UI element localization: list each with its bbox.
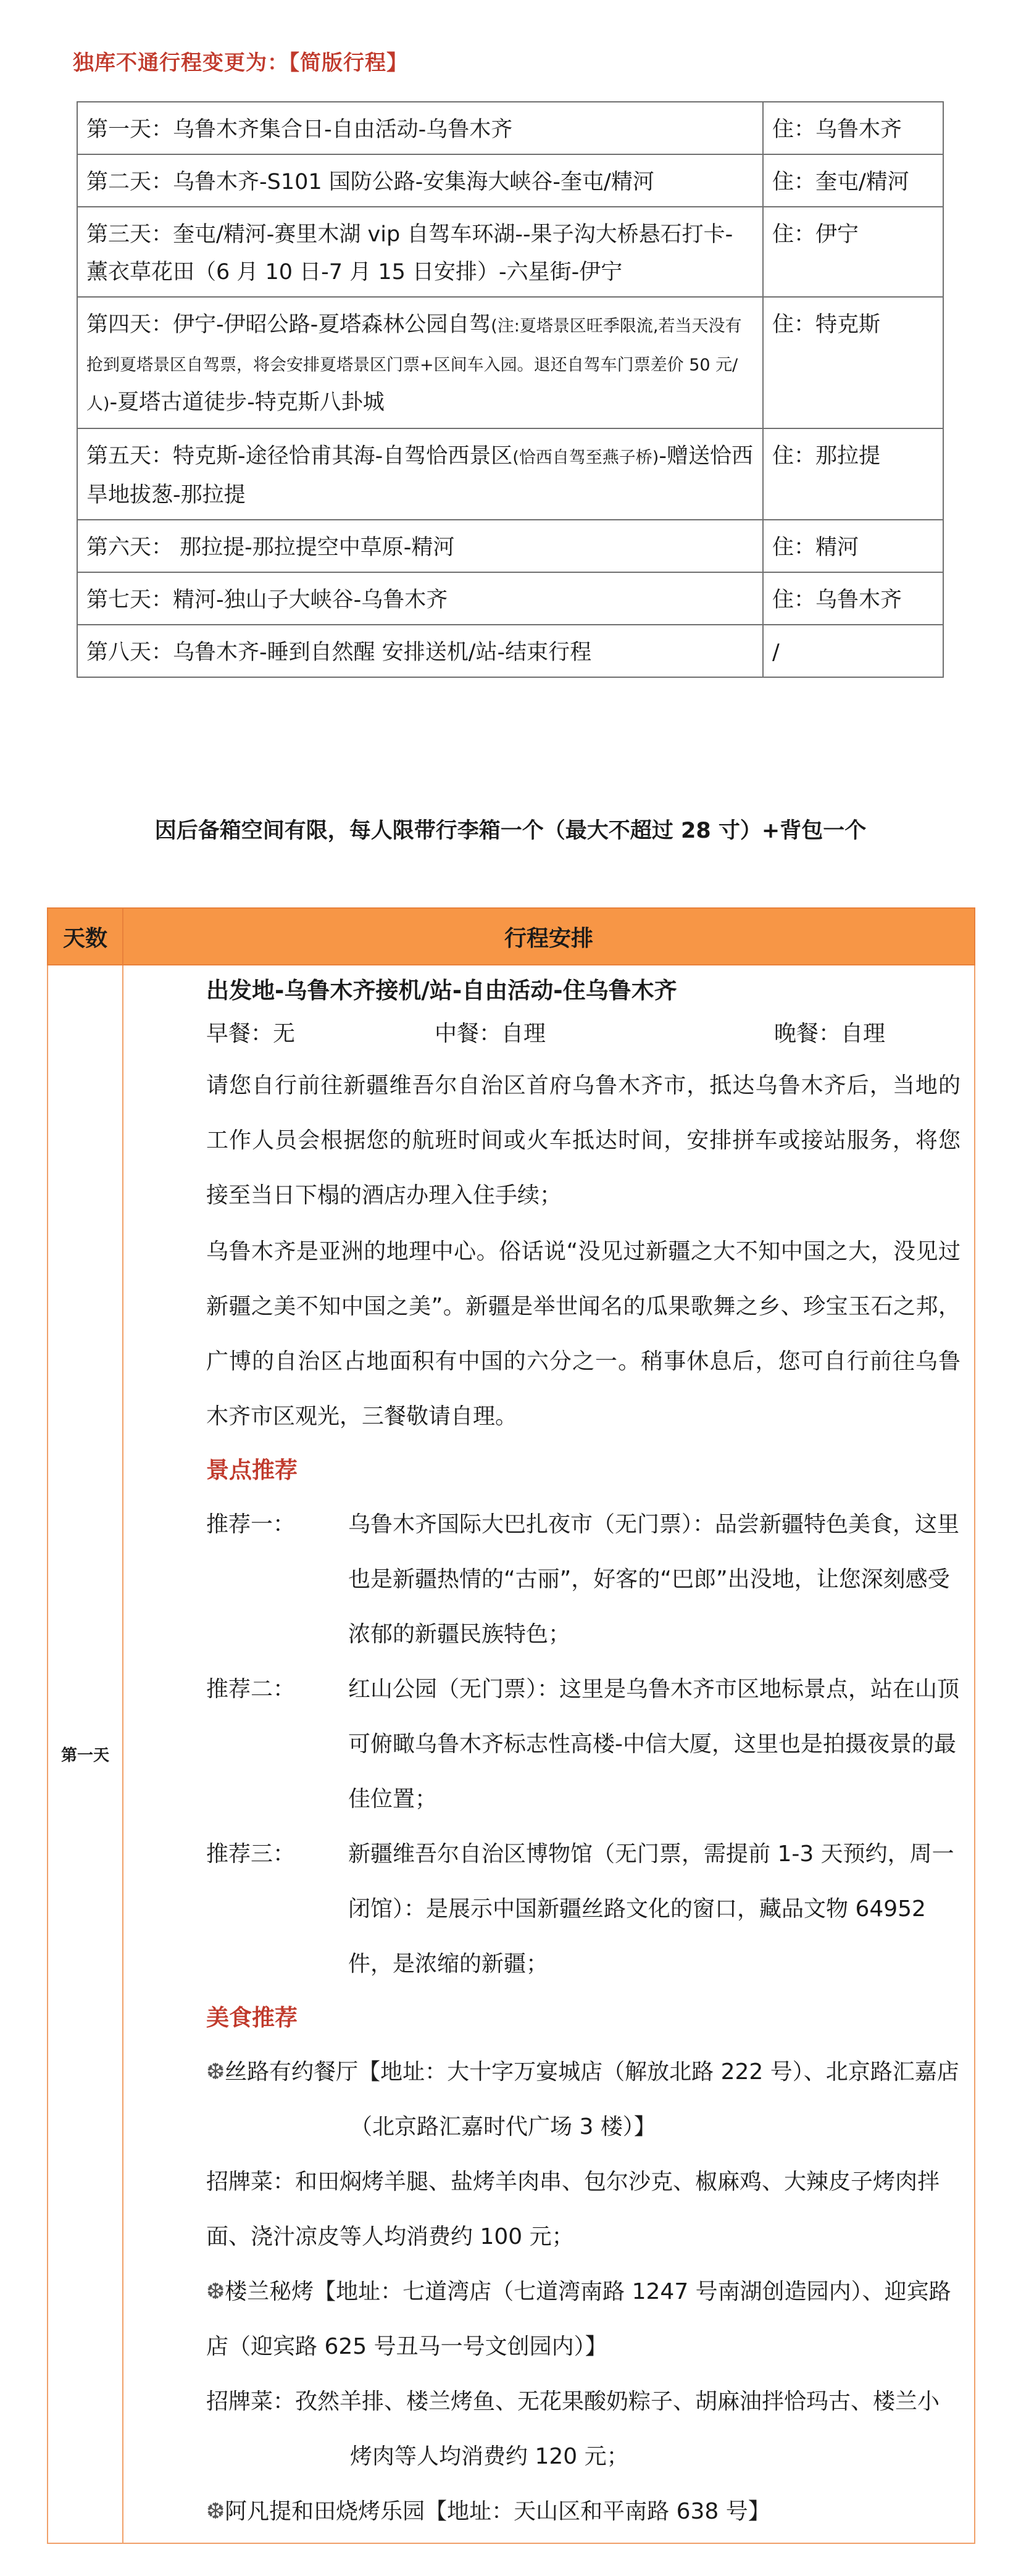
itinerary-route [77,297,763,428]
itinerary-route [77,625,763,677]
route-text: 第二天：乌鲁木齐-S101 国防公路-安集海大峡谷-奎屯/精河 [86,170,654,194]
itinerary-route [77,154,763,207]
itinerary-stay: 住：乌鲁木齐 [763,102,943,154]
itinerary-row [77,428,943,520]
spot-recommendation [206,1662,961,1827]
itinerary-row [77,154,943,207]
breakfast: 早餐：无 [206,1021,296,1046]
spot-recommendation [206,1497,961,1662]
day-1-content [123,965,975,2543]
day-1-row [48,965,975,2543]
itinerary-row [77,102,943,154]
route-text: 第三天：奎屯/精河-赛里木湖 vip 自驾车环湖--果子沟大桥悬石打卡-薰衣草花田（6 月 10 日-7 月 15 日安排）-六星街-伊宁 [86,222,733,285]
spots-heading: 景点推荐 [206,1457,298,1483]
baggage-notice: 因后备箱空间有限，每人限带行李箱一个（最大不超过 28 寸）+背包一个 [154,819,867,843]
spot-text: 新疆维吾尔自治区博物馆（无门票，需提前 1-3 天预约，周一闭馆）：是展示中国新疆丝路文化的窗口，藏品文物 64952 件，是浓缩的新疆； [348,1841,954,1977]
spot-label: 推荐一： [206,1512,296,1537]
itinerary-route [77,207,763,297]
route-text: 第一天：乌鲁木齐集合日-自由活动-乌鲁木齐 [86,117,513,142]
route-text: 第六天： 那拉提-那拉提空中草原-精河 [86,535,455,560]
spot-label: 推荐二： [206,1677,296,1702]
route-text: 第四天：伊宁-伊昭公路-夏塔森林公园自驾 [86,312,491,337]
route-change-notice: 独库不通行程变更为：【简版行程】 [73,51,408,75]
restaurant-2-dishes: 招牌菜：孜然羊排、楼兰烤鱼、无花果酸奶粽子、胡麻油拌恰玛古、楼兰小烤肉等人均消费约 120 元； [206,2389,940,2469]
itinerary-row [77,572,943,625]
route-text: 第五天：特克斯-途径恰甫其海-自驾恰西景区 [86,444,513,469]
itinerary-stay: 住：精河 [763,520,943,572]
snowflake-icon: ❆ [206,2499,225,2524]
schedule-table-header [48,908,975,965]
arrival-paragraph: 请您自行前往新疆维吾尔自治区首府乌鲁木齐市，抵达乌鲁木齐后，当地的工作人员会根据您的航班时间或火车抵达时间，安排拼车或接站服务，将您接至当日下榻的酒店办理入住手续； [206,1073,961,1208]
itinerary-stay: 住：伊宁 [763,207,943,297]
route-text: 第七天：精河-独山子大峡谷-乌鲁木齐 [86,588,448,612]
route-text: 第八天：乌鲁木齐-睡到自然醒 安排送机/站-结束行程 [86,640,592,665]
itinerary-row [77,625,943,677]
itinerary-route [77,102,763,154]
itinerary-stay: 住：奎屯/精河 [763,154,943,207]
snowflake-icon: ❆ [206,2059,225,2085]
restaurant-2-name: 楼兰秘烤【地址：七道湾店（七道湾南路 1247 号南湖创造园内）、迎宾路店（迎宾路 625 号丑马一号文创园内）】 [206,2279,951,2359]
meals-row [206,1010,961,1058]
restaurant-1-dishes: 招牌菜：和田焖烤羊腿、盐烤羊肉串、包尔沙克、椒麻鸡、大辣皮子烤肉拌面、浇汁凉皮等人均消费约 100 元； [206,2169,940,2249]
simple-itinerary-table [77,101,944,678]
itinerary-stay: / [763,625,943,677]
restaurant-3 [206,2484,961,2539]
itinerary-row [77,207,943,297]
day-1-label: 第一天 [48,965,123,2543]
spot-label: 推荐三： [206,1841,296,1867]
urumqi-intro-paragraph: 乌鲁木齐是亚洲的地理中心。俗话说“没见过新疆之大不知中国之大，没见过新疆之美不知中国之美”。新疆是举世闻名的瓜果歌舞之乡、珍宝玉石之邦，广博的自治区占地面积有中国的六分之一。稍事休息后，您可自行前往乌鲁木齐市区观光，三餐敬请自理。 [206,1239,961,1429]
restaurant-1 [206,2045,961,2154]
route-note: (恰西自驾至燕子桥) [512,448,659,467]
snowflake-icon: ❆ [206,2279,225,2304]
itinerary-stay: 住：乌鲁木齐 [763,572,943,625]
itinerary-stay: 住：特克斯 [763,297,943,428]
route-tail: -赠送恰西旱地拔葱-那拉提 [86,444,753,507]
spot-text: 红山公园（无门票）：这里是乌鲁木齐市区地标景点，站在山顶可俯瞰乌鲁木齐标志性高楼-中信大厦，这里也是拍摄夜景的最佳位置； [348,1677,960,1812]
route-note: (注:夏塔景区旺季限流,若当天没有抢到夏塔景区自驾票，将会安排夏塔景区门票+区间车入园。退还自驾车门票差价 50 元/人) [86,317,742,414]
itinerary-row [77,297,943,428]
dinner: 晚餐：自理 [774,1021,886,1046]
food-heading: 美食推荐 [206,2004,298,2031]
route-tail: -夏塔古道徒步-特克斯八卦城 [109,390,385,415]
itinerary-stay: 住：那拉提 [763,428,943,520]
spot-recommendation [206,1827,961,1991]
lunch: 中餐：自理 [435,1021,546,1046]
itinerary-route [77,520,763,572]
restaurant-1-name: 丝路有约餐厅【地址：大十字万宴城店（解放北路 222 号）、北京路汇嘉店（北京路汇嘉时代广场 3 楼）】 [225,2059,959,2140]
header-schedule: 行程安排 [123,908,975,965]
restaurant-2 [206,2264,961,2374]
itinerary-row [77,520,943,572]
itinerary-route [77,428,763,520]
day-1-title: 出发地-乌鲁木齐接机/站-自由活动-住乌鲁木齐 [206,977,677,1004]
itinerary-route [77,572,763,625]
spot-text: 乌鲁木齐国际大巴扎夜市（无门票）：品尝新疆特色美食，这里也是新疆热情的“古丽”，好客的“巴郎”出没地，让您深刻感受浓郁的新疆民族特色； [348,1512,960,1647]
restaurant-3-name: 阿凡提和田烧烤乐园【地址：天山区和平南路 638 号】 [225,2499,770,2524]
schedule-table [47,907,975,2544]
header-days: 天数 [48,908,123,965]
